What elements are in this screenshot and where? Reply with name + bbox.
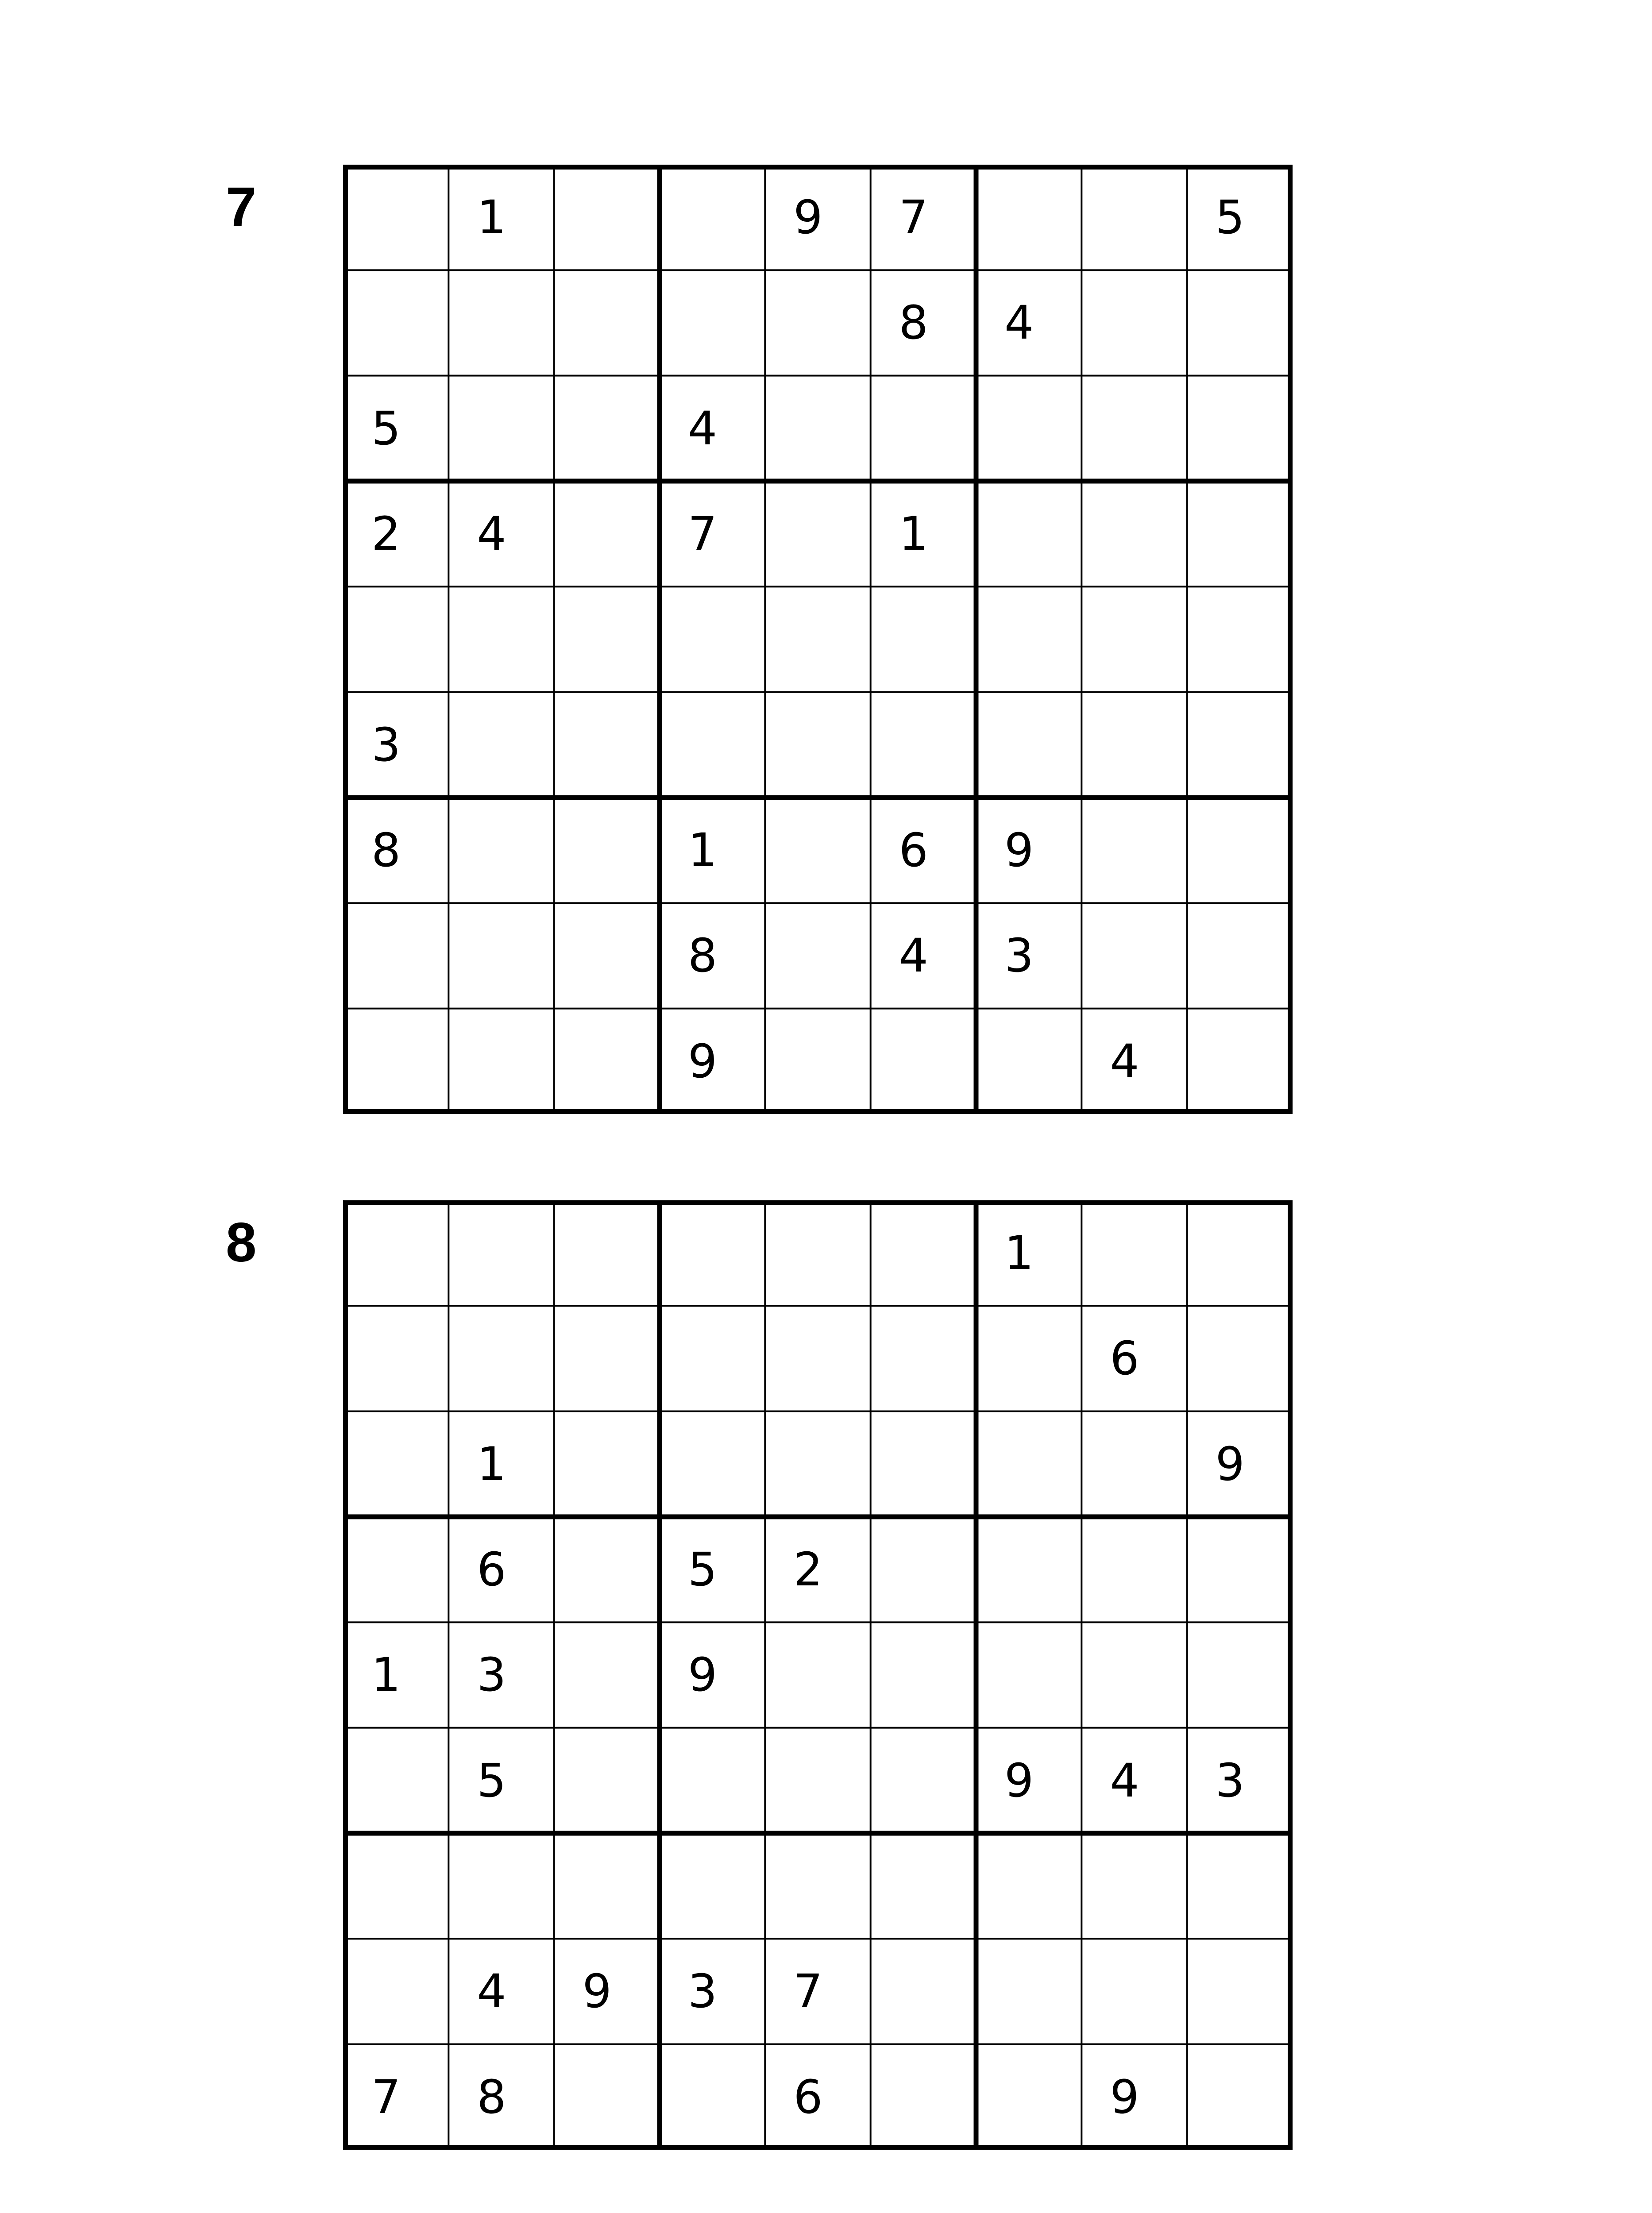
- sudoku-cell[interactable]: [1187, 1939, 1293, 2044]
- sudoku-cell[interactable]: [554, 1200, 660, 1306]
- sudoku-cell[interactable]: [448, 1009, 554, 1114]
- sudoku-cell[interactable]: [554, 1728, 660, 1833]
- sudoku-cell[interactable]: [660, 165, 765, 270]
- sudoku-cell[interactable]: [765, 1728, 870, 1833]
- sudoku-cell[interactable]: 5: [371, 401, 401, 455]
- sudoku-cell[interactable]: [976, 1833, 1081, 1939]
- sudoku-cell[interactable]: 9: [688, 1648, 718, 1702]
- sudoku-cell[interactable]: 4: [899, 929, 928, 983]
- sudoku-cell[interactable]: 4: [688, 401, 718, 455]
- sudoku-cell[interactable]: [765, 1009, 870, 1114]
- sudoku-cell[interactable]: [871, 1306, 976, 1411]
- sudoku-cell[interactable]: [1081, 1200, 1187, 1306]
- sudoku-cell[interactable]: 7: [899, 190, 928, 245]
- sudoku-cell[interactable]: [871, 1833, 976, 1939]
- sudoku-cell[interactable]: [871, 1517, 976, 1622]
- sudoku-cell[interactable]: 8: [477, 2070, 506, 2124]
- puzzle-number-7: 7: [226, 176, 257, 238]
- sudoku-cell[interactable]: 5: [1215, 190, 1245, 245]
- sudoku-cell[interactable]: [976, 586, 1081, 692]
- sudoku-cell[interactable]: [448, 1833, 554, 1939]
- sudoku-cell[interactable]: 4: [1110, 1034, 1139, 1088]
- sudoku-cell[interactable]: [1187, 1306, 1293, 1411]
- sudoku-cell[interactable]: 3: [1215, 1753, 1245, 1808]
- sudoku-cell[interactable]: [554, 798, 660, 903]
- sudoku-cell[interactable]: [976, 1009, 1081, 1114]
- sudoku-cell[interactable]: 9: [793, 190, 823, 245]
- sudoku-cell[interactable]: 9: [582, 1964, 612, 2019]
- sudoku-cell[interactable]: [554, 692, 660, 798]
- sudoku-cell[interactable]: [343, 165, 448, 270]
- sudoku-cell[interactable]: [554, 1009, 660, 1114]
- sudoku-cell[interactable]: [1187, 2044, 1293, 2150]
- sudoku-cell[interactable]: [1187, 903, 1293, 1008]
- sudoku-cell[interactable]: [1081, 1411, 1187, 1517]
- sudoku-cell[interactable]: 1: [477, 190, 506, 245]
- sudoku-cell[interactable]: [554, 903, 660, 1008]
- sudoku-cell[interactable]: [554, 165, 660, 270]
- sudoku-cell[interactable]: [765, 1833, 870, 1939]
- sudoku-cell[interactable]: [660, 1411, 765, 1517]
- sudoku-cell[interactable]: [1187, 692, 1293, 798]
- sudoku-cell[interactable]: [660, 2044, 765, 2150]
- sudoku-cell[interactable]: [1187, 481, 1293, 586]
- sudoku-cell[interactable]: 6: [1110, 1331, 1139, 1386]
- sudoku-grid-8: [343, 1200, 1293, 2150]
- sudoku-cell[interactable]: [660, 1200, 765, 1306]
- sudoku-cell[interactable]: [448, 903, 554, 1008]
- sudoku-cell[interactable]: [1081, 903, 1187, 1008]
- sudoku-cell[interactable]: [448, 586, 554, 692]
- sudoku-cell[interactable]: [765, 1622, 870, 1727]
- sudoku-cell[interactable]: [765, 270, 870, 375]
- sudoku-cell[interactable]: [1081, 692, 1187, 798]
- sudoku-cell[interactable]: [976, 481, 1081, 586]
- sudoku-cell[interactable]: [554, 481, 660, 586]
- sudoku-cell[interactable]: [1081, 1517, 1187, 1622]
- sudoku-cell[interactable]: [1081, 270, 1187, 375]
- sudoku-cell[interactable]: 9: [1004, 1753, 1034, 1808]
- sudoku-cell[interactable]: [554, 1622, 660, 1727]
- sudoku-cell[interactable]: [1081, 165, 1187, 270]
- sudoku-cell[interactable]: 8: [688, 929, 718, 983]
- sudoku-cell[interactable]: [660, 1833, 765, 1939]
- sudoku-cell[interactable]: [554, 376, 660, 481]
- sudoku-cell[interactable]: [448, 1306, 554, 1411]
- sudoku-cell[interactable]: [343, 1200, 448, 1306]
- sudoku-cell[interactable]: [765, 481, 870, 586]
- sudoku-cell[interactable]: [765, 1411, 870, 1517]
- sudoku-cell[interactable]: [871, 1009, 976, 1114]
- sudoku-cell[interactable]: [765, 692, 870, 798]
- sudoku-cell[interactable]: [1187, 1517, 1293, 1622]
- sudoku-cell[interactable]: 7: [793, 1964, 823, 2019]
- sudoku-cell[interactable]: [976, 2044, 1081, 2150]
- sudoku-cell[interactable]: [976, 1939, 1081, 2044]
- sudoku-cell[interactable]: [1187, 1200, 1293, 1306]
- sudoku-cell[interactable]: [1187, 270, 1293, 375]
- sudoku-cell[interactable]: [976, 165, 1081, 270]
- sudoku-cell[interactable]: [1187, 1833, 1293, 1939]
- sudoku-cell[interactable]: [343, 1833, 448, 1939]
- sudoku-cell[interactable]: [343, 1009, 448, 1114]
- sudoku-cell[interactable]: 7: [371, 2070, 401, 2124]
- sudoku-cell[interactable]: [976, 376, 1081, 481]
- sudoku-cell[interactable]: [765, 903, 870, 1008]
- sudoku-cell[interactable]: 4: [1110, 1753, 1139, 1808]
- sudoku-cell[interactable]: [343, 1517, 448, 1622]
- sudoku-cell[interactable]: 6: [477, 1542, 506, 1597]
- sudoku-cell[interactable]: 9: [1004, 823, 1034, 878]
- sudoku-cell[interactable]: [1187, 798, 1293, 903]
- sudoku-cell[interactable]: [765, 376, 870, 481]
- sudoku-cell[interactable]: [1081, 1833, 1187, 1939]
- sudoku-cell[interactable]: [554, 1517, 660, 1622]
- sudoku-cell[interactable]: [448, 376, 554, 481]
- sudoku-cell[interactable]: [1187, 376, 1293, 481]
- sudoku-cell[interactable]: [871, 2044, 976, 2150]
- sudoku-cell[interactable]: [448, 1200, 554, 1306]
- sudoku-cell[interactable]: 3: [688, 1964, 718, 2019]
- sudoku-cell[interactable]: [1081, 376, 1187, 481]
- sudoku-cell[interactable]: [554, 1833, 660, 1939]
- sudoku-cell[interactable]: [765, 1200, 870, 1306]
- sudoku-cell[interactable]: [976, 1306, 1081, 1411]
- sudoku-cell[interactable]: [343, 1306, 448, 1411]
- sudoku-cell[interactable]: [1187, 1009, 1293, 1114]
- sudoku-cell[interactable]: [871, 586, 976, 692]
- sudoku-grid-7: [343, 165, 1293, 1114]
- sudoku-cell[interactable]: 2: [371, 507, 401, 561]
- puzzle-number-8: 8: [226, 1212, 257, 1273]
- sudoku-cell[interactable]: 1: [899, 507, 928, 561]
- sudoku-cell[interactable]: 9: [1110, 2070, 1139, 2124]
- sudoku-cell[interactable]: [343, 1411, 448, 1517]
- sudoku-cell[interactable]: [343, 270, 448, 375]
- sudoku-cell[interactable]: [871, 1622, 976, 1727]
- sudoku-cell[interactable]: 1: [477, 1437, 506, 1491]
- sudoku-cell[interactable]: 8: [899, 296, 928, 350]
- sudoku-cell[interactable]: 4: [477, 1964, 506, 2019]
- sudoku-cell[interactable]: [1081, 798, 1187, 903]
- sudoku-cell[interactable]: 1: [688, 823, 718, 878]
- sudoku-cell[interactable]: 5: [477, 1753, 506, 1808]
- sudoku-cell[interactable]: [765, 1306, 870, 1411]
- sudoku-cell[interactable]: [343, 1939, 448, 2044]
- sudoku-cell[interactable]: [660, 1728, 765, 1833]
- sudoku-cell[interactable]: [660, 1306, 765, 1411]
- sudoku-cell[interactable]: 3: [1004, 929, 1034, 983]
- sudoku-cell[interactable]: [448, 270, 554, 375]
- sudoku-cell[interactable]: [976, 1411, 1081, 1517]
- sudoku-cell[interactable]: [448, 692, 554, 798]
- sudoku-cell[interactable]: [343, 586, 448, 692]
- sudoku-cell[interactable]: 2: [793, 1542, 823, 1597]
- sudoku-cell[interactable]: [660, 270, 765, 375]
- sudoku-cell[interactable]: 8: [371, 823, 401, 878]
- sudoku-cell[interactable]: [448, 798, 554, 903]
- sudoku-cell[interactable]: 1: [1004, 1226, 1034, 1280]
- sudoku-cell[interactable]: [1081, 586, 1187, 692]
- sudoku-cell[interactable]: 4: [1004, 296, 1034, 350]
- sudoku-cell[interactable]: [554, 586, 660, 692]
- sudoku-cell[interactable]: 3: [477, 1648, 506, 1702]
- sudoku-cell[interactable]: 6: [899, 823, 928, 878]
- sudoku-cell[interactable]: [1081, 481, 1187, 586]
- sudoku-cell[interactable]: 4: [477, 507, 506, 561]
- sudoku-cell[interactable]: [554, 270, 660, 375]
- sudoku-cell[interactable]: 9: [1215, 1437, 1245, 1491]
- sudoku-cell[interactable]: [1187, 586, 1293, 692]
- sudoku-cell[interactable]: [1187, 1622, 1293, 1727]
- sudoku-cell[interactable]: [871, 1939, 976, 2044]
- sudoku-cell[interactable]: [343, 1728, 448, 1833]
- sudoku-cell[interactable]: [871, 376, 976, 481]
- sudoku-cell[interactable]: [554, 1306, 660, 1411]
- sudoku-cell[interactable]: [554, 2044, 660, 2150]
- sudoku-cell[interactable]: [976, 1622, 1081, 1727]
- sudoku-cell[interactable]: [976, 692, 1081, 798]
- sudoku-cell[interactable]: [765, 798, 870, 903]
- sudoku-cell[interactable]: [871, 1200, 976, 1306]
- sudoku-cell[interactable]: 3: [371, 717, 401, 772]
- sudoku-cell[interactable]: [343, 903, 448, 1008]
- sudoku-cell[interactable]: 5: [688, 1542, 718, 1597]
- sudoku-cell[interactable]: [976, 1517, 1081, 1622]
- sudoku-cell[interactable]: 7: [688, 507, 718, 561]
- sudoku-cell[interactable]: [554, 1411, 660, 1517]
- sudoku-cell[interactable]: 6: [793, 2070, 823, 2124]
- sudoku-cell[interactable]: [765, 586, 870, 692]
- sudoku-cell[interactable]: [871, 692, 976, 798]
- sudoku-cell[interactable]: 9: [688, 1034, 718, 1088]
- sudoku-cell[interactable]: [1081, 1622, 1187, 1727]
- sudoku-cell[interactable]: [660, 692, 765, 798]
- sudoku-cell[interactable]: [871, 1728, 976, 1833]
- sudoku-cell[interactable]: 1: [371, 1648, 401, 1702]
- sudoku-cell[interactable]: [871, 1411, 976, 1517]
- sudoku-cell[interactable]: [1081, 1939, 1187, 2044]
- sudoku-cell[interactable]: [660, 586, 765, 692]
